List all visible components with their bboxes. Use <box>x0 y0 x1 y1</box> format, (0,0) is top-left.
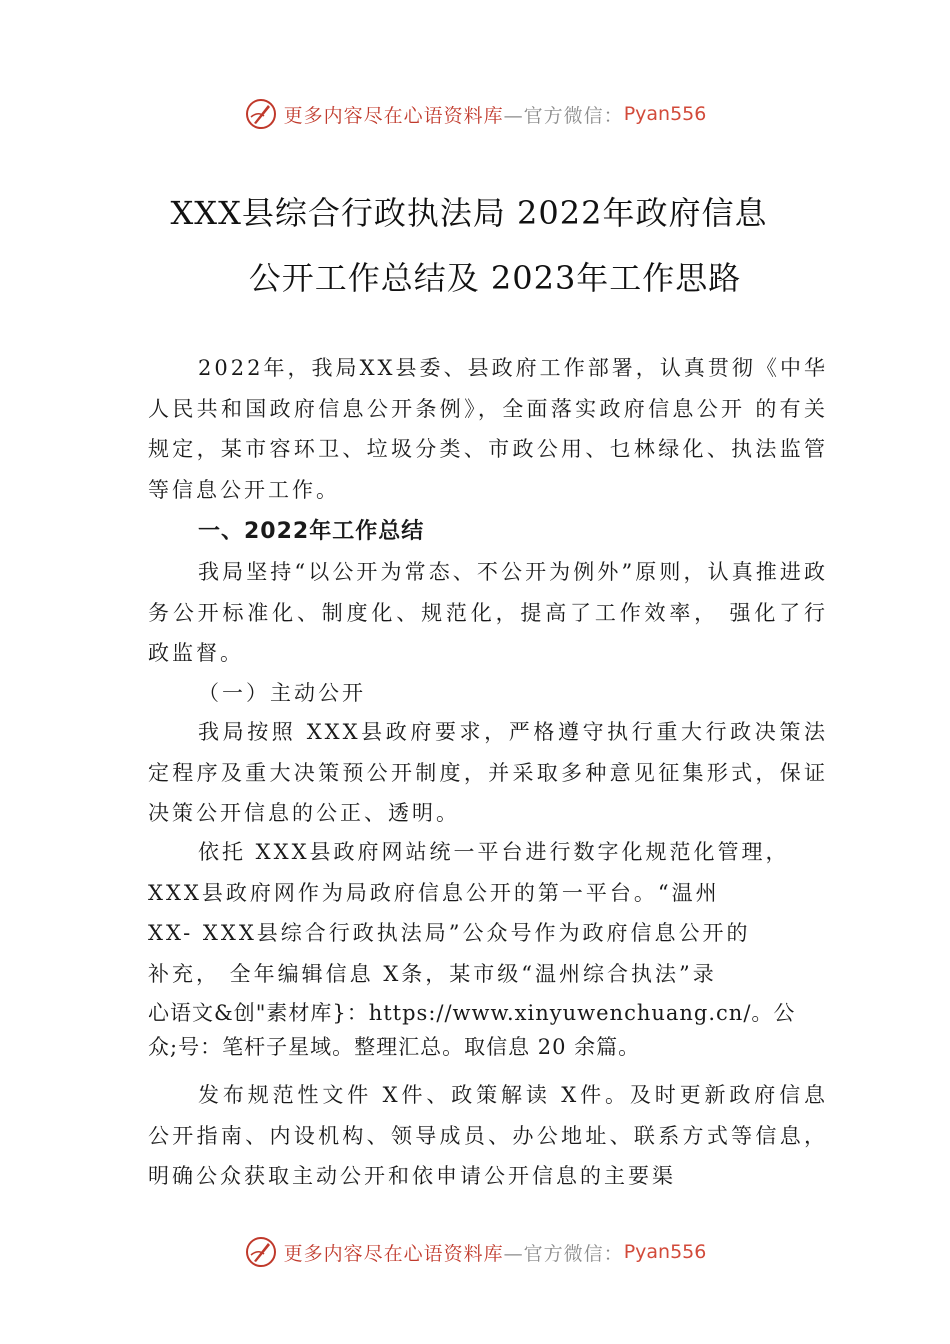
subsection1-heading: （一）主动公开 <box>198 681 366 705</box>
watermark-footer <box>0 1232 950 1272</box>
sub1-paragraph-2 <box>148 832 828 1062</box>
watermark-separator: —官方微信： <box>503 104 624 127</box>
watermark-wechat-id: Pyan556 <box>623 103 707 125</box>
watermark-header <box>0 94 950 134</box>
sub1-paragraph-2-line6: 众;号：笔杆子星域。整理汇总。取信息 20 余篇。 <box>148 1035 641 1059</box>
watermark-text: 更多内容尽在心语资料库 <box>283 104 504 127</box>
watermark-wechat-id: Pyan556 <box>623 1241 707 1263</box>
sub1-paragraph-1: 我局按照 XXX县政府要求，严格遵守执行重大行政决策法定程序及重大决策预公开制度，并采取多种意见征集形式，保证决策公开信息的公正、透明。 <box>148 720 828 825</box>
quill-logo-icon <box>244 97 278 131</box>
watermark-text: 更多内容尽在心语资料库 <box>283 1242 504 1265</box>
sub1-paragraph-3: 发布规范性文件 X件、政策解读 X件。及时更新政府信息公开指南、内设机构、领导成员、办公地址、联系方式等信息，明确公众获取主动公开和依申请公开信息的主要渠 <box>148 1083 828 1188</box>
section1-paragraph: 我局坚持“以公开为常态、不公开为例外”原则，认真推进政务公开标准化、制度化、规范化，提高了工作效率， 强化了行政监督。 <box>148 560 828 665</box>
sub1-paragraph-2-line2: XXX县政府网作为局政府信息公开的第一平台。“温州 <box>148 880 720 905</box>
quill-logo-icon <box>244 1235 278 1269</box>
section1-heading: 一、2022年工作总结 <box>198 519 425 544</box>
watermark-separator: —官方微信： <box>503 1242 624 1265</box>
document-title-line1: XXX县综合行政执法局 2022年政府信息 <box>170 194 768 232</box>
sub1-paragraph-2-line4: 补充， 全年编辑信息 X条，某市级“温州综合执法”录 <box>148 961 717 986</box>
sub1-paragraph-2-line3: XX- XXX县综合行政执法局”公众号作为政府信息公开的 <box>148 921 751 945</box>
sub1-paragraph-2-line1: 依托 XXX县政府网站统一平台进行数字化规范化管理， <box>198 840 790 864</box>
intro-paragraph: 2022年，我局XX县委、县政府工作部署，认真贯彻《中华人民共和国政府信息公开条例》，全面落实政府信息公开 的有关规定，某市容环卫、垃圾分类、市政公用、乜林绿化、执法监管等信息公开工作。 <box>148 356 828 502</box>
document-title-line2: 公开工作总结及 2023年工作思路 <box>248 259 742 297</box>
sub1-paragraph-2-line5: 心语文&创"素材库}：https://www.xinyuwenchuang.cn/。公 <box>148 1001 796 1025</box>
